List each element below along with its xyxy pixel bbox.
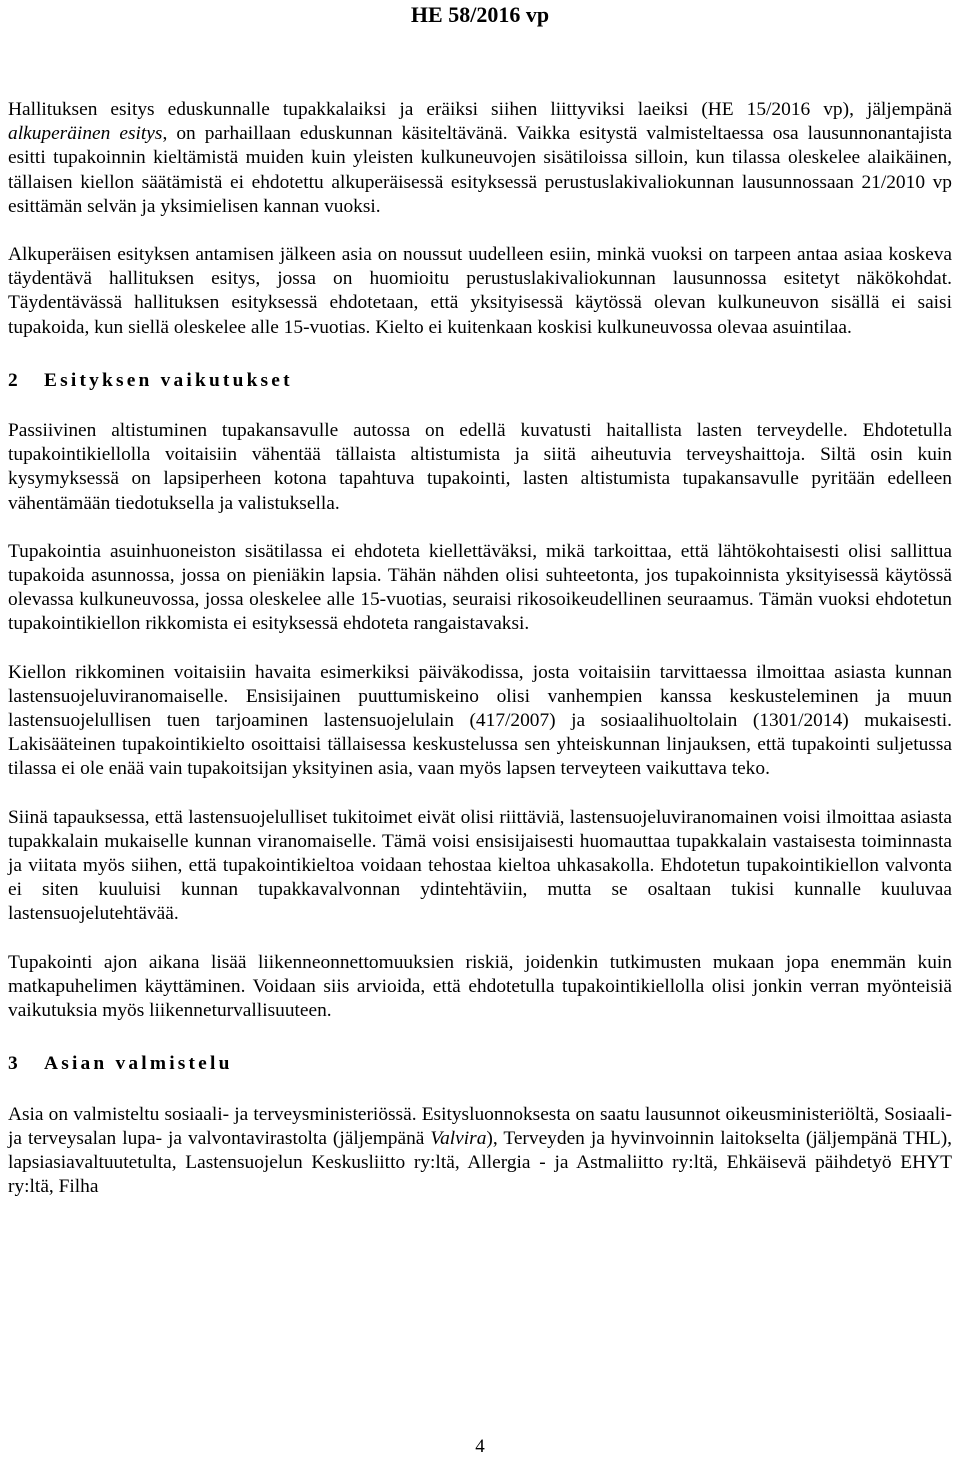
body-text	[8, 98, 952, 1223]
page-number: 4	[475, 1436, 485, 1457]
document-id-header: HE 58/2016 vp	[410, 2, 550, 27]
paragraph-intro-emphasis: alkuperäinen esitys	[8, 123, 163, 145]
paragraph-passive-exposure: Passiivinen altistuminen tupakansavulle autossa on edellä kuvatusti haitallista lasten terveydelle. Ehdotetulla tupakointikiellolla voitaisiin vähentää tällaista altistumista ja siitä aiheutuvia terveyshaittoja. Siltä osin kuin kysymyksessä on lapsiperheen kotona tapahtuva tupakointi, lasten altistumista tupakansavulle pyritään edelleen vähentämään tiedotuksella ja valistuksella.	[8, 420, 952, 514]
paragraph-preparation	[8, 1103, 952, 1200]
section-heading-preparation	[8, 1052, 952, 1076]
paragraph-traffic-safety: Tupakointi ajon aikana lisää liikenneonnettomuuksien riskiä, joidenkin tutkimusten mukaan jopa enemmän kuin matkapuhelimen käyttäminen. Voidaan siis arvioida, että ehdotetulla tupakointikiellolla olisi jonkin verran myönteisiä vaikutuksia myös liikenneturvallisuuteen.	[8, 951, 952, 1022]
paragraph-preparation-emphasis: Valvira	[430, 1127, 487, 1149]
paragraph-intro-part: Hallituksen esitys eduskunnalle tupakkalaiksi ja eräiksi siihen liittyviksi laeiksi (HE 15/2016 vp), jäljempänä	[8, 99, 952, 120]
paragraph-preparation-part: ), Terveyden ja hyvinvoinnin laitokselta (jäljempänä THL), lapsiasiavaltuutetulta, Lastensuojelun Keskusliitto ry:ltä, Allergia - ja Astmaliitto ry:ltä, Ehkäisevä päihdetyö EHYT ry:ltä, Filha	[8, 1127, 952, 1198]
section-title: Asian valmistelu	[44, 1053, 233, 1075]
paragraph-preparation-part: Asia on valmisteltu sosiaali- ja terveysministeriössä. Esitysluonnoksesta on saatu lausunnot oikeusministeriöltä, Sosiaali- ja terveysalan lupa- ja valvontavirastolta (jäljempänä	[8, 1103, 952, 1149]
paragraph-intro-part: , on parhaillaan eduskunnan käsiteltävänä. Vaikka esitystä valmisteltaessa osa lausunnonantajista esitti tupakoinnin kieltämistä muiden kuin yleisten kulkuneuvojen sisätiloissa silloin, kun tilassa oleskelee alaikäinen, tällaisen kiellon säätämistä ei ehdotettu alkuperäisessä esityksessä perustuslakivaliokunnan lausunnossaan 21/2010 vp esittämän selvän ja yksimielisen kannan vuoksi.	[8, 123, 952, 217]
paragraph-home-smoking: Tupakointia asuinhuoneiston sisätilassa ei ehdoteta kiellettäväksi, mikä tarkoittaa, että lähtökohtaisesti olisi sallittua tupakoida asunnossa, jossa on pieniäkin lapsia. Tähän nähden olisi suhteetonta, jos tupakoinnista yksityisessä käytössä olevassa kulkuneuvossa, jossa oleskelee alle 15-vuotias, seuraisi rikosoikeudellinen seuraamus. Tämän vuoksi ehdotetun tupakointikiellon rikkomista ei esityksessä ehdoteta rangaistavaksi.	[8, 540, 952, 635]
section-heading-effects	[8, 369, 952, 393]
paragraph-supplementary: Alkuperäisen esityksen antamisen jälkeen asia on noussut uudelleen esiin, minkä vuoksi on tarpeen antaa asiaa koskeva täydentävä hallituksen esitys, jossa on huomioitu perustuslakivaliokunnan lausunnossa esitetyt näkökohdat. Täydentävässä hallituksen esityksessä ehdotetaan, että yksityisessä käytössä olevan kulkuneuvon sisällä ei saisi tupakoida, kun siellä oleskelee alle 15-vuotias. Kielto ei kuitenkaan koskisi kulkuneuvossa olevaa asuintilaa.	[8, 244, 952, 338]
paragraph-detection: Kiellon rikkominen voitaisiin havaita esimerkiksi päiväkodissa, josta voitaisiin tarvittaessa ilmoittaa asiasta kunnan lastensuojeluviranomaiselle. Ensisijainen puuttumiskeino olisi vanhempien kanssa keskusteleminen ja muun lastensuojelullisen tuen tarjoaminen lastensuojelulain (417/2007) ja sosiaalihuoltolain (1301/2014) mukaisesti. Lakisääteinen tupakointikielto osoittaisi tällaisessa keskustelussa sen yhteiskunnan linjauksen, että tupakointi suljetussa tilassa ei ole enää vain tupakoitsijan yksityinen asia, vaan myös lapsen terveyteen vaikuttava teko.	[8, 661, 952, 780]
section-number: 2	[8, 369, 18, 391]
section-number: 3	[8, 1053, 18, 1075]
paragraph-intro	[8, 98, 952, 219]
section-title: Esityksen vaikutukset	[44, 369, 293, 391]
paragraph-authority: Siinä tapauksessa, että lastensuojelulliset tukitoimet eivät olisi riittäviä, lastensuojeluviranomainen voisi ilmoittaa asiasta tupakkalain mukaiselle kunnan viranomaiselle. Tämä voisi ensisijaisesti huomauttaa tupakkalain vastaisesta toiminnasta ja viitata myös siihen, että tupakointikieltoa voidaan tehostaa kieltoa uhkasakolla. Ehdotetun tupakointikiellon valvonta ei siten kuuluisi kunnan tupakkavalvonnan ydintehtäviin, mutta se osaltaan tukisi kunnalle kuuluvaa lastensuojelutehtävää.	[8, 806, 952, 925]
